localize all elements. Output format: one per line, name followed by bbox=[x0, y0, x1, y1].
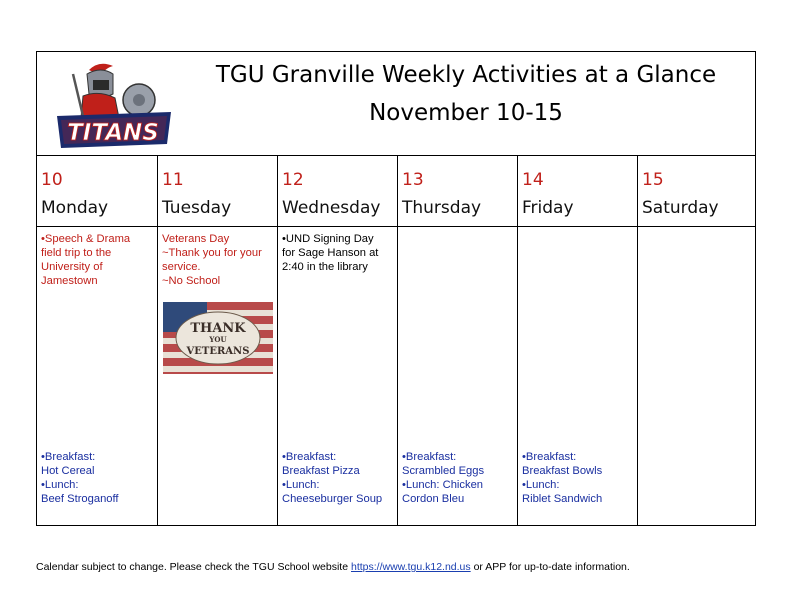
header-row bbox=[37, 52, 755, 156]
menu-line: •Breakfast: bbox=[41, 451, 96, 463]
day-name: Wednesday bbox=[282, 198, 381, 218]
day-number: 11 bbox=[162, 170, 184, 190]
menu-list bbox=[522, 450, 636, 506]
menu-line: Hot Cereal bbox=[41, 465, 95, 477]
event-line: service. bbox=[162, 261, 201, 273]
event-line: for Sage Hanson at bbox=[282, 247, 379, 259]
event-line: 2:40 in the library bbox=[282, 261, 368, 273]
menu-line: •Lunch: bbox=[41, 479, 79, 491]
event-line: Jamestown bbox=[41, 275, 98, 287]
day-name: Tuesday bbox=[162, 198, 232, 218]
day-cell-thursday bbox=[397, 227, 517, 525]
event-line: •UND Signing Day bbox=[282, 233, 374, 245]
menu-line: Breakfast Bowls bbox=[522, 465, 603, 477]
menu-line: Scrambled Eggs bbox=[402, 465, 485, 477]
day-cell-saturday bbox=[637, 227, 755, 525]
image-text-thank: THANK bbox=[190, 321, 246, 336]
event-line: •Speech & Drama bbox=[41, 233, 131, 245]
menu-line: •Breakfast: bbox=[522, 451, 577, 463]
menu-line: •Lunch: bbox=[522, 479, 560, 491]
day-header-saturday bbox=[637, 156, 755, 226]
day-header-friday bbox=[517, 156, 637, 226]
day-name: Thursday bbox=[402, 198, 482, 218]
menu-line: •Breakfast: bbox=[402, 451, 457, 463]
day-header-tuesday bbox=[157, 156, 277, 226]
day-cell-wednesday bbox=[277, 227, 397, 525]
events-list bbox=[162, 232, 274, 288]
day-cell-friday bbox=[517, 227, 637, 525]
event-line: ~Thank you for your bbox=[162, 247, 262, 259]
event-line: University of bbox=[41, 261, 103, 273]
menu-line: Cheeseburger Soup bbox=[282, 493, 383, 505]
footer-note bbox=[36, 561, 630, 573]
menu-line: •Breakfast: bbox=[282, 451, 337, 463]
events-list bbox=[282, 232, 394, 274]
thank-you-veterans-image bbox=[163, 302, 273, 374]
menu-list bbox=[282, 450, 396, 506]
day-header-wednesday bbox=[277, 156, 397, 226]
footer-text-end: or APP for up-to-date information. bbox=[470, 561, 630, 573]
calendar-table bbox=[36, 51, 756, 526]
day-number: 14 bbox=[522, 170, 544, 190]
menu-line: •Lunch: Chicken bbox=[402, 479, 484, 491]
day-name: Monday bbox=[41, 198, 109, 218]
day-name: Saturday bbox=[642, 198, 719, 218]
menu-list bbox=[41, 450, 155, 506]
day-cell-tuesday bbox=[157, 227, 277, 525]
day-header-row bbox=[37, 156, 755, 227]
image-text-you: YOU bbox=[209, 335, 227, 344]
day-header-monday bbox=[37, 156, 157, 226]
event-line: field trip to the bbox=[41, 247, 112, 259]
titans-logo bbox=[53, 60, 175, 152]
menu-list bbox=[402, 450, 516, 506]
day-number: 13 bbox=[402, 170, 424, 190]
menu-line: Cordon Bleu bbox=[402, 493, 465, 505]
page-title: TGU Granville Weekly Activities at a Glance bbox=[215, 62, 717, 88]
logo-text: TITANS bbox=[67, 120, 159, 146]
day-name: Friday bbox=[522, 198, 574, 218]
events-list bbox=[41, 232, 153, 288]
menu-line: Breakfast Pizza bbox=[282, 465, 360, 477]
event-line: ~No School bbox=[162, 275, 221, 287]
day-header-thursday bbox=[397, 156, 517, 226]
event-line: Veterans Day bbox=[162, 233, 230, 245]
menu-line: Beef Stroganoff bbox=[41, 493, 119, 505]
day-number: 10 bbox=[41, 170, 63, 190]
footer-text: Calendar subject to change. Please check the TGU School website bbox=[36, 561, 351, 573]
date-range: November 10-15 bbox=[369, 100, 563, 126]
activities-row bbox=[37, 227, 755, 525]
day-number: 15 bbox=[642, 170, 664, 190]
day-cell-monday bbox=[37, 227, 157, 525]
day-number: 12 bbox=[282, 170, 304, 190]
menu-line: •Lunch: bbox=[282, 479, 320, 491]
menu-line: Riblet Sandwich bbox=[522, 493, 603, 505]
school-website-link[interactable]: https://www.tgu.k12.nd.us bbox=[351, 561, 471, 573]
image-text-veterans: VETERANS bbox=[186, 346, 250, 357]
